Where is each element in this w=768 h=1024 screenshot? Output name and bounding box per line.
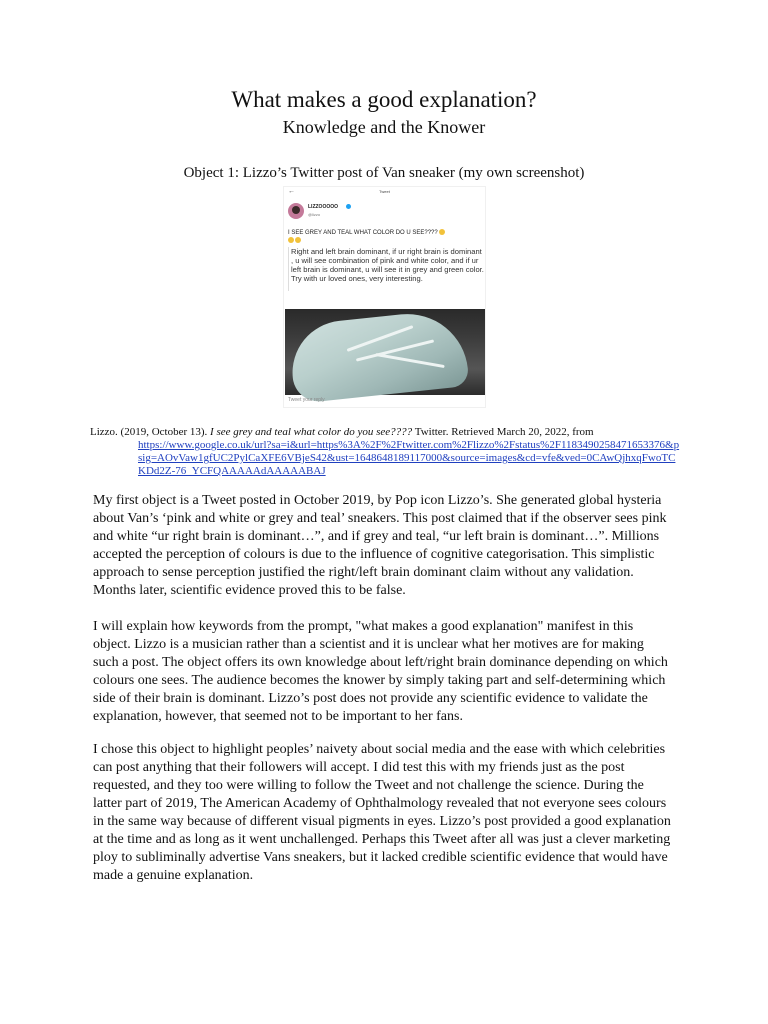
object-caption: Object 1: Lizzo’s Twitter post of Van sneaker (my own screenshot) <box>183 165 585 181</box>
quoted-text: Right and left brain dominant, if ur right brain is dominant , u will see combination of pink and white color, and if ur left brain is dominant, u will see it in grey and green color. Try with ur loved ones, very interesting. <box>288 247 484 291</box>
sneaker-photo <box>285 309 486 395</box>
shocked-emoji-icon <box>288 237 294 243</box>
tweet-reply-field[interactable]: Tweet your reply <box>288 397 325 403</box>
reference-link[interactable]: https://www.google.co.uk/url?sa=i&url=https%3A%2F%2Ftwitter.com%2Flizzo%2Fstatus%2F1183490258471653376&psig=AOvVaw1gfUC2PylCaXFE6VBjeS42&ust=1648648189117000&source=images&cd=vfe&ved=0CAwQjhxqFwoTCKDd2Z-76_YCFQAAAAAdAAAAABAJ <box>138 439 680 477</box>
paragraph-1: My first object is a Tweet posted in October 2019, by Pop icon Lizzo’s. She generated global hysteria about Van’s ‘pink and white or grey and teal’ sneakers. This post claimed that if the observer sees pink and white “ur right brain is dominant…”, and if grey and teal, “ur left brain is dominant…”. Millions accepted the perception of colours is due to the influence of cognitive categorisation. This simplistic approach to sense perception justified the right/left brain dominant claim without any validation. Months later, scientific evidence proved this to be false. <box>93 493 667 598</box>
reference-title: I see grey and teal what color do you see???? <box>210 426 413 438</box>
paragraph-3: I chose this object to highlight peoples’ naivety about social media and the ease with which celebrities can post anything that their followers will accept. I did test this with my friends just as the post requested, and they too were willing to follow the Tweet and not challenge the science. During the latter part of 2019, The American Academy of Ophthalmology revealed that not everyone sees colours in the same way because of different visual pigments in eyes. Lizzo’s post provided a good explanation at the time and as long as it went unchallenged. Perhaps this Tweet after all was just a clever marketing ploy to subliminally advertise Vans sneakers, but it lacked credible scientific evidence that would have made a genuine explanation. <box>93 742 671 883</box>
tweet-text-block <box>288 229 484 245</box>
shocked-emoji-icon <box>439 229 445 235</box>
grin-emoji-icon <box>295 237 301 243</box>
paragraph-2: I will explain how keywords from the prompt, "what makes a good explanation" manifest in this object. Lizzo is a musician rather than a scientist and it is unclear what her motives are for making such a post. The object offers its own knowledge about left/right brain dominance depending on which colours one sees. The audience becomes the knower by simply taking part and self-determining which side of their brain is dominant. Lizzo’s post does not provide any scientific evidence to validate the explanation, however, that seemed not to be important to her fans. <box>93 619 668 724</box>
avatar <box>288 203 304 219</box>
document-title: What makes a good explanation? <box>231 87 537 112</box>
reference-citation <box>90 426 680 478</box>
tweet-topbar <box>284 187 485 199</box>
tweet-topbar-title: Tweet <box>379 189 390 194</box>
tweet-text: I SEE GREY AND TEAL WHAT COLOR DO U SEE???? <box>288 230 438 236</box>
tweet-username: LIZZOOOOO <box>308 204 338 210</box>
tweet-screenshot <box>283 186 486 408</box>
back-arrow-icon: ← <box>288 188 295 195</box>
reference-suffix: Twitter. Retrieved March 20, 2022, from <box>412 426 594 438</box>
document-subtitle: Knowledge and the Knower <box>282 117 486 137</box>
verified-badge-icon <box>346 204 351 209</box>
reference-prefix: Lizzo. (2019, October 13). <box>90 426 211 438</box>
tweet-handle: @lizzo <box>308 212 321 217</box>
